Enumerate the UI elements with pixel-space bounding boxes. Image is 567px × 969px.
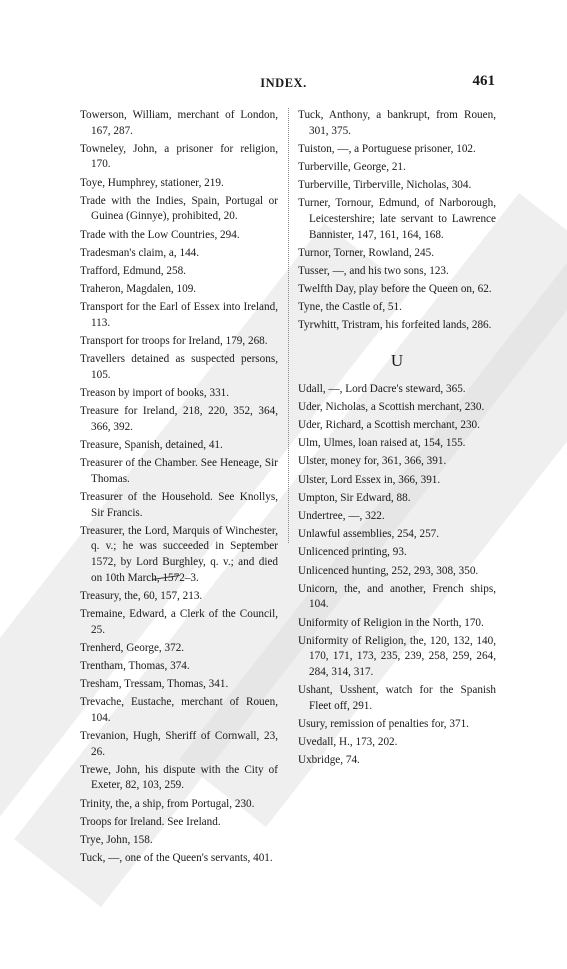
index-entry: Unlicenced hunting, 252, 293, 308, 350. <box>298 564 479 577</box>
index-entry: Usury, remission of penalties for, 371. <box>298 717 469 730</box>
index-entry: Trafford, Edmund, 258. <box>80 264 186 277</box>
index-entry: Unicorn, the, and another, French ships, 104. <box>298 582 496 611</box>
page-number: 461 <box>472 73 495 89</box>
index-entry: Tuck, Anthony, a bankrupt, from Rouen, 301, 375. <box>298 109 496 137</box>
index-entry: Towerson, William, merchant of London, 167, 287. <box>80 109 278 137</box>
index-entry: Tremaine, Edward, a Clerk of the Council, 25. <box>80 607 278 636</box>
index-entry: Uvedall, H., 173, 202. <box>298 736 398 749</box>
index-entry: Troops for Ireland. See Ireland. <box>80 815 221 828</box>
index-entry: Treasure, Spanish, detained, 41. <box>80 439 223 451</box>
index-entry: Tradesman's claim, a, 144. <box>80 246 200 259</box>
index-entry: Turberville, George, 21. <box>298 160 406 173</box>
index-entry: Transport for the Earl of Essex into Ireland, 113. <box>80 301 278 329</box>
index-entry: Towneley, John, a prisoner for religion, 170. <box>80 142 278 171</box>
index-entry: Twelfth Day, play before the Queen on, 62. <box>298 283 492 296</box>
index-entry: Turberville, Tirberville, Nicholas, 304. <box>298 179 472 192</box>
index-entry: Treasurer of the Chamber. See Heneage, Sir Thomas. <box>80 457 278 485</box>
index-entry: Ushant, Usshent, watch for the Spanish Fleet off, 291. <box>298 684 496 712</box>
index-entry: Toye, Humphrey, stationer, 219. <box>80 176 224 189</box>
index-entry: Tyne, the Castle of, 51. <box>298 301 402 314</box>
index-entry: Ulster, money for, 361, 366, 391. <box>298 455 447 468</box>
index-entry: Ulm, Ulmes, loan raised at, 154, 155. <box>298 437 466 450</box>
index-entry: Undertree, —, 322. <box>298 509 385 522</box>
index-entry: Treasury, the, 60, 157, 213. <box>80 589 203 602</box>
index-entry: Trewe, John, his dispute with the City of Exeter, 82, 103, 259. <box>80 763 278 792</box>
index-entry: Treason by import of books, 331. <box>80 387 230 400</box>
index-entry: Trade with the Indies, Spain, Portugal or Guinea (Ginnye), prohibited, 20. <box>80 194 278 223</box>
index-entry: Travellers detained as suspected persons, 105. <box>80 353 278 381</box>
index-entry: Tusser, —, and his two sons, 123. <box>298 264 449 277</box>
index-entry: Transport for troops for Ireland, 179, 268. <box>80 335 268 348</box>
index-entry: Trade with the Low Countries, 294. <box>80 228 240 241</box>
index-entry: Tyrwhitt, Tristram, his forfeited lands, 286. <box>298 319 492 332</box>
left-column <box>80 108 278 869</box>
index-entry: Treasurer, the Lord, Marquis of Winchester, q. v.; he was succeeded in September 1572, by Lord Burghley, q. v.; and died on 10th March, 1572–3. <box>80 524 278 584</box>
u-entries <box>298 382 496 769</box>
index-entry: Uder, Richard, a Scottish merchant, 230. <box>298 419 480 432</box>
column-divider <box>288 108 289 543</box>
index-entry: Tresham, Tressam, Thomas, 341. <box>80 678 229 691</box>
index-entry: Ulster, Lord Essex in, 366, 391. <box>298 473 441 486</box>
index-entry: Trinity, the, a ship, from Portugal, 230. <box>80 797 255 810</box>
index-entry: Uniformity of Religion, the, 120, 132, 140, 170, 171, 173, 235, 239, 258, 259, 264, 284, 314, 317. <box>298 634 496 678</box>
index-entry: Uder, Nicholas, a Scottish merchant, 230. <box>298 400 485 413</box>
running-title: INDEX. <box>260 76 307 90</box>
right-column <box>298 108 496 771</box>
index-entry: Trentham, Thomas, 374. <box>80 659 190 672</box>
page-header <box>0 73 567 96</box>
t-entries <box>298 108 496 334</box>
index-entry: Turner, Tornour, Edmund, of Narborough, Leicestershire; late servant to Lawrence Bannister, 147, 161, 164, 168. <box>298 197 496 241</box>
index-entry: Unlicenced printing, 93. <box>298 546 407 559</box>
index-entry: Treasurer of the Household. See Knollys, Sir Francis. <box>80 490 278 519</box>
index-entry: Trenherd, George, 372. <box>80 641 185 654</box>
index-entry: Trevache, Eustache, merchant of Rouen, 104. <box>80 696 278 724</box>
index-entry: Trye, John, 158. <box>80 833 153 846</box>
index-entry: Uniformity of Religion in the North, 170. <box>298 616 484 629</box>
index-entry: Tuck, —, one of the Queen's servants, 401. <box>80 852 273 865</box>
index-entry: Traheron, Magdalen, 109. <box>80 283 197 296</box>
index-entry: Tuiston, —, a Portuguese prisoner, 102. <box>298 142 476 155</box>
section-letter-u: U <box>390 351 404 371</box>
index-entry: Udall, —, Lord Dacre's steward, 365. <box>298 382 466 395</box>
index-entry: Unlawful assemblies, 254, 257. <box>298 528 440 541</box>
index-entry: Trevanion, Hugh, Sheriff of Cornwall, 23, 26. <box>80 730 278 758</box>
index-entry: Turnor, Torner, Rowland, 245. <box>298 246 434 259</box>
index-entry: Treasure for Ireland, 218, 220, 352, 364, 366, 392. <box>80 405 278 433</box>
index-entry: Uxbridge, 74. <box>298 754 360 767</box>
index-entry: Umpton, Sir Edward, 88. <box>298 491 411 504</box>
